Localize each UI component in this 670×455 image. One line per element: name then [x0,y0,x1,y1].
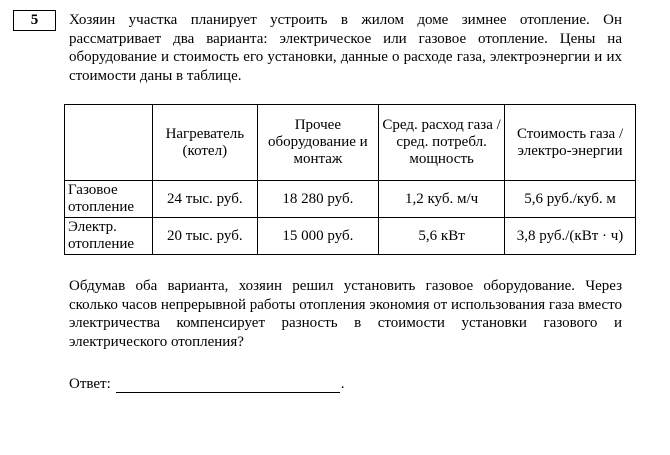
table-header-cost: Стоимость газа / электро-энергии [505,105,636,181]
pricing-table [64,104,636,255]
table-row-electric [65,218,636,255]
table-cell: 5,6 руб./куб. м [505,181,636,218]
answer-input-line[interactable] [116,378,340,393]
task-intro-text: Хозяин участка планирует устроить в жилом доме зимнее отопление. Он рассматривает два варианта: электрическое или газовое отопление. Цены на оборудование и стоимость его установки, данные о расходе газа, электроэнергии и их стоимости даны в таблице. [69,12,622,84]
table-header-empty [65,105,153,181]
table-cell: 5,6 кВт [379,218,505,255]
task-number-box [13,10,56,31]
table-cell: 3,8 руб./(кВт · ч) [505,218,636,255]
answer-label: Ответ: [69,376,111,392]
answer-row [69,376,345,393]
task-question-text: Обдумав оба варианта, хозяин решил установить газовое оборудование. Через сколько часов непрерывной работы отопления экономия от использования газа вместо электричества компенсирует разность в стоимости установки газового и электрического отопления? [69,278,622,350]
task-number: 5 [30,12,39,28]
table-header-heater: Нагреватель (котел) [153,105,258,181]
table-cell: 1,2 куб. м/ч [379,181,505,218]
table-cell: 24 тыс. руб. [153,181,258,218]
table-header-equipment: Прочее оборудование и монтаж [257,105,379,181]
table-row-gas [65,181,636,218]
row-label-electric: Электр. отопление [65,218,153,255]
table-header-consumption: Сред. расход газа / сред. потребл. мощность [379,105,505,181]
answer-end-dot: . [340,376,345,392]
row-label-gas: Газовое отопление [65,181,153,218]
table-cell: 18 280 руб. [257,181,379,218]
table-header-row [65,105,636,181]
table-cell: 20 тыс. руб. [153,218,258,255]
table-cell: 15 000 руб. [257,218,379,255]
